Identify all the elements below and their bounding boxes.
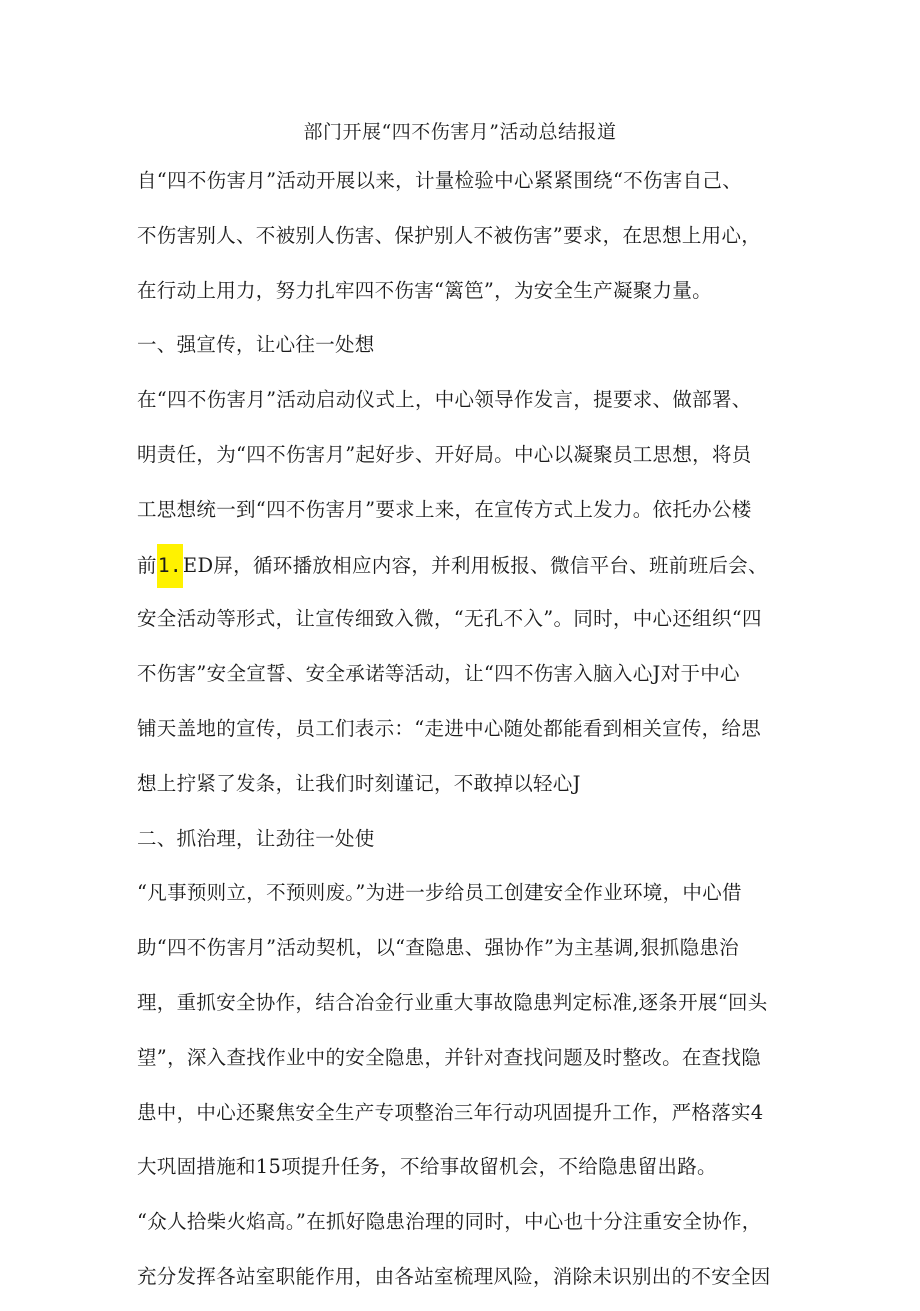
line-rest: ED屏，循环播放相应内容，并利用板报、微信平台、班前班后会、	[182, 553, 768, 577]
paragraph-line: 想上拧紧了发条，让我们时刻谨记，不敢掉以轻心J	[137, 771, 581, 795]
paragraph-line: 铺天盖地的宣传，员工们表示：“走进中心随处都能看到相关宣传，给思	[137, 716, 762, 740]
paragraph-line: 在“四不伤害月”活动启动仪式上，中心领导作发言，提要求、做部署、	[137, 388, 752, 412]
paragraph-line: 不伤害别人、不被别人伤害、保护别人不被伤害”要求，在思想上用心，	[137, 223, 762, 247]
paragraph-line: 在行动上用力，努力扎牢四不伤害“篱笆”，为安全生产凝聚力量。	[137, 278, 712, 302]
paragraph-line: 患中，中心还聚焦安全生产专项整治三年行动巩固提升工作，严格落实4	[137, 1100, 764, 1124]
paragraph-line-highlighted	[137, 544, 797, 599]
paragraph-line: “众人拾柴火焰高。”在抓好隐患治理的同时，中心也十分注重安全协作，	[137, 1210, 762, 1234]
line-prefix: 前	[137, 553, 157, 577]
paragraph-line: 助“四不伤害月”活动契机，以“查隐患、强协作”为主基调,狠抓隐患治	[137, 936, 739, 960]
document-title: 部门开展“四不伤害月”活动总结报道	[303, 121, 617, 143]
paragraph-line: 不伤害”安全宣誓、安全承诺等活动，让“四不伤害入脑入心J对于中心	[137, 662, 740, 686]
paragraph-line: 安全活动等形式，让宣传细致入微，“无孔不入”。同时，中心还组织“四	[137, 607, 762, 631]
section-heading-1: 一、强宣传，让心往一处想	[137, 333, 375, 357]
paragraph-line: 明责任，为“四不伤害月”起好步、开好局。中心以凝聚员工思想，将员	[137, 442, 752, 466]
paragraph-line: 大巩固措施和15项提升任务，不给事故留机会，不给隐患留出路。	[137, 1155, 717, 1179]
section-heading-2: 二、抓治理，让劲往一处使	[137, 826, 375, 850]
paragraph-line: 理，重抓安全协作，结合冶金行业重大事故隐患判定标准,逐条开展“回头	[137, 990, 768, 1014]
paragraph-line: 望”，深入查找作业中的安全隐患，并针对查找问题及时整改。在查找隐	[137, 1045, 762, 1069]
highlighted-text: 1.	[157, 544, 183, 588]
paragraph-line: 充分发挥各站室职能作用，由各站室梳理风险，消除未识别出的不安全因	[137, 1264, 771, 1288]
document-body	[137, 160, 797, 1311]
paragraph-line: 自“四不伤害月”活动开展以来，计量检验中心紧紧围绕“不伤害自己、	[137, 169, 743, 192]
paragraph-line: 工思想统一到“四不伤害月”要求上来，在宣传方式上发力。依托办公楼	[137, 497, 752, 521]
paragraph-line: “凡事预则立，不预则废。”为进一步给员工创建安全作业环境，中心借	[137, 881, 742, 905]
